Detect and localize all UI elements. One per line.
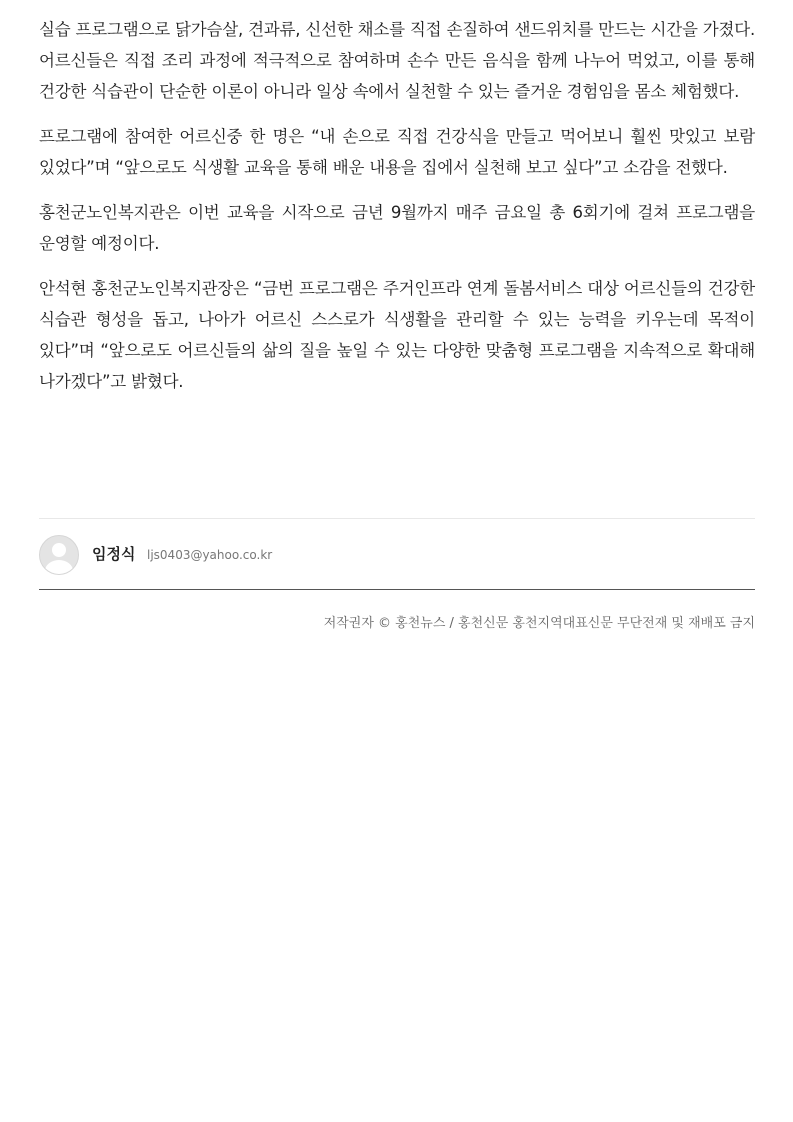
user-silhouette-icon [39,535,79,575]
avatar-shoulders-shape [45,560,73,575]
article-paragraph: 실습 프로그램으로 닭가슴살, 견과류, 신선한 채소를 직접 손질하여 샌드위치를 만드는 시간을 가졌다. 어르신들은 직접 조리 과정에 적극적으로 참여하며 손수 만든 음식을 함께 나누어 먹었고, 이를 통해 건강한 식습관이 단순한 이론이 아니라 일상 속에서 실천할 수 있는 즐거운 경험임을 몸소 체험했다. [39,20,755,101]
copyright-notice: 저작권자 © 홍천뉴스 / 홍천신문 홍천지역대표신문 무단전재 및 재배포 금지 [323,616,755,631]
article-paragraph: 안석현 홍천군노인복지관장은 “금번 프로그램은 주거인프라 연계 돌봄서비스 대상 어르신들의 건강한 식습관 형성을 돕고, 나아가 어르신 스스로가 식생활을 관리할 수 있는 능력을 키우는데 목적이 있다”며 “앞으로도 어르신들의 삶의 질을 높일 수 있는 다양한 맞춤형 프로그램을 지속적으로 확대해 나가겠다”고 밝혔다. [39,279,755,391]
article-body [39,14,755,411]
avatar-head-shape [52,543,66,557]
author-name[interactable]: 임정식 [92,545,136,563]
author-byline [39,518,755,590]
author-email[interactable]: ljs0403@yahoo.co.kr [147,548,273,562]
article-paragraph: 홍천군노인복지관은 이번 교육을 시작으로 금년 9월까지 매주 금요일 총 6회기에 걸쳐 프로그램을 운영할 예정이다. [39,203,755,253]
article-paragraph: 프로그램에 참여한 어르신중 한 명은 “내 손으로 직접 건강식을 만들고 먹어보니 훨씬 맛있고 보람 있었다”며 “앞으로도 식생활 교육을 통해 배운 내용을 집에서 실천해 보고 싶다”고 소감을 전했다. [39,127,755,177]
